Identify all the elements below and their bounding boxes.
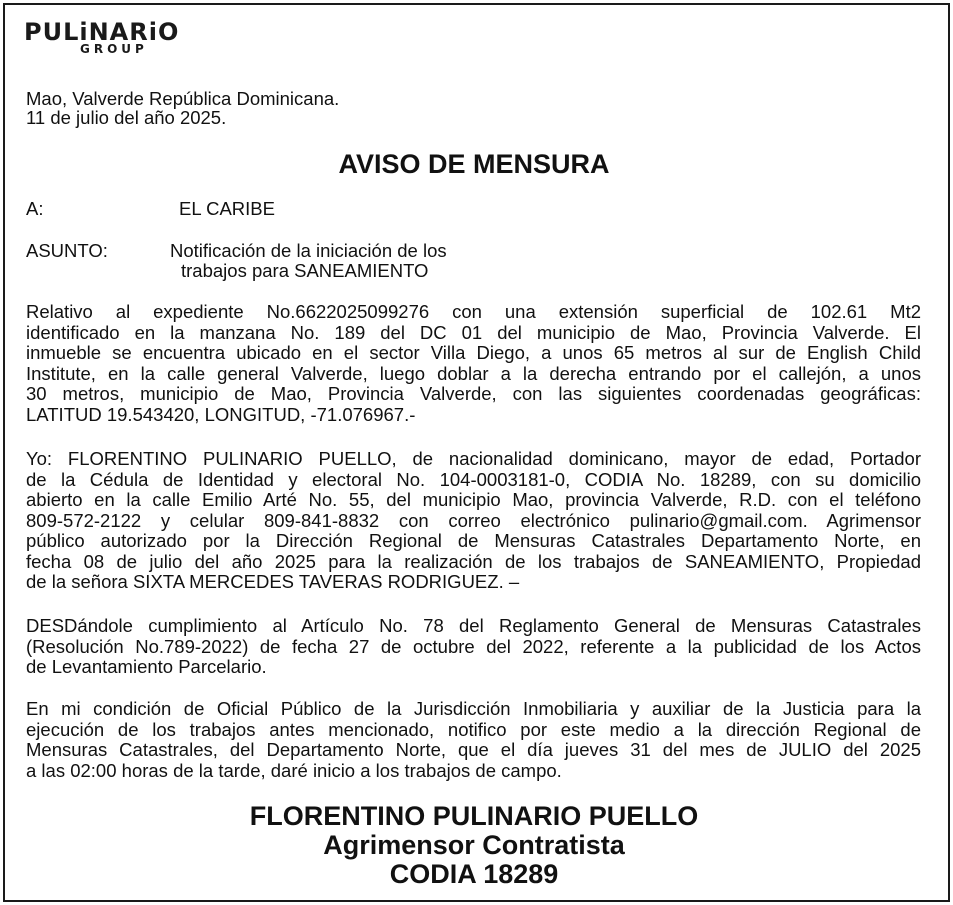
paragraph-line: Yo: FLORENTINO PULINARIO PUELLO, de nacionalidad dominicano, mayor de edad, Portador bbox=[26, 448, 921, 469]
place-line: Mao, Valverde República Dominicana. bbox=[26, 88, 340, 109]
paragraph-line: (Resolución No.789-2022) de fecha 27 de octubre del 2022, referente a la publicidad de los Actos bbox=[26, 635, 921, 657]
logo-subtitle: GROUP bbox=[80, 42, 148, 56]
paragraph-line: de Levantamiento Parcelario. bbox=[26, 656, 267, 677]
to-value: EL CARIBE bbox=[179, 198, 275, 219]
signature-role: Agrimensor Contratista bbox=[323, 830, 625, 860]
paragraph-line: de la señora SIXTA MERCEDES TAVERAS RODRIGUEZ. – bbox=[26, 571, 520, 592]
paragraph-line: Institute, en la calle general Valverde, luego doblar a la derecha entrando por el callejón, a unos bbox=[26, 362, 921, 384]
paragraph-line: 30 metros, municipio de Mao, Provincia Valverde, con las siguientes coordenadas geográficas: bbox=[26, 383, 921, 404]
paragraph-line: identificado en la manzana No. 189 del DC 01 del municipio de Mao, Provincia Valverde. El bbox=[26, 321, 921, 343]
paragraph-property bbox=[26, 302, 921, 425]
signature-codia: CODIA 18289 bbox=[389, 859, 559, 889]
paragraph-line: a las 02:00 horas de la tarde, daré inicio a los trabajos de campo. bbox=[26, 759, 562, 781]
logo-wordmark: PULiNARiO bbox=[24, 18, 180, 46]
paragraph-line: En mi condición de Oficial Público de la Jurisdicción Inmobiliaria y auxiliar de la Justicia para la bbox=[26, 698, 921, 719]
paragraph-line: fecha 08 de julio del año 2025 para la realización de los trabajos de SANEAMIENTO, Propiedad bbox=[26, 550, 921, 572]
paragraph-line: LATITUD 19.543420, LONGITUD, -71.076967.- bbox=[26, 403, 416, 425]
company-logo bbox=[24, 20, 234, 58]
page-title: AVISO DE MENSURA bbox=[338, 149, 610, 179]
paragraph-line: inmueble se encuentra ubicado en el sector Villa Diego, a unos 65 metros al sur de English Child bbox=[26, 342, 921, 363]
paragraph-notification bbox=[26, 699, 921, 781]
paragraph-line: abierto en la calle Emilio Arté No. 55, del municipio Mao, provincia Valverde, R.D. con el teléfono bbox=[26, 489, 921, 510]
subject-line-2: trabajos para SANEAMIENTO bbox=[181, 260, 429, 281]
paragraph-line: Relativo al expediente No.6622025099276 con una extensión superficial de 102.61 Mt2 bbox=[26, 301, 921, 322]
subject-line-1: Notificación de la iniciación de los bbox=[170, 240, 447, 261]
paragraph-regulation bbox=[26, 616, 921, 678]
paragraph-line: de la Cédula de Identidad y electoral No. 104-0003181-0, CODIA No. 18289, con su domicilio bbox=[26, 468, 921, 490]
paragraph-line: 809-572-2122 y celular 809-841-8832 con correo electrónico pulinario@gmail.com. Agrimensor bbox=[26, 509, 921, 531]
paragraph-line: público autorizado por la Dirección Regional de Mensuras Catastrales Departamento Norte, en bbox=[26, 530, 921, 551]
paragraph-line: Mensuras Catastrales, del Departamento Norte, que el día jueves 31 del mes de JULIO del 2025 bbox=[26, 739, 921, 760]
to-label: A: bbox=[26, 198, 44, 219]
paragraph-surveyor bbox=[26, 449, 921, 593]
signature-name: FLORENTINO PULINARIO PUELLO bbox=[249, 801, 699, 831]
paragraph-line: ejecución de los trabajos antes mencionado, notifico por este medio a la dirección Regional de bbox=[26, 718, 921, 740]
paragraph-line: DESDándole cumplimiento al Artículo No. 78 del Reglamento General de Mensuras Catastrales bbox=[26, 615, 921, 636]
date-line: 11 de julio del año 2025. bbox=[26, 107, 227, 128]
subject-label: ASUNTO: bbox=[26, 240, 108, 261]
